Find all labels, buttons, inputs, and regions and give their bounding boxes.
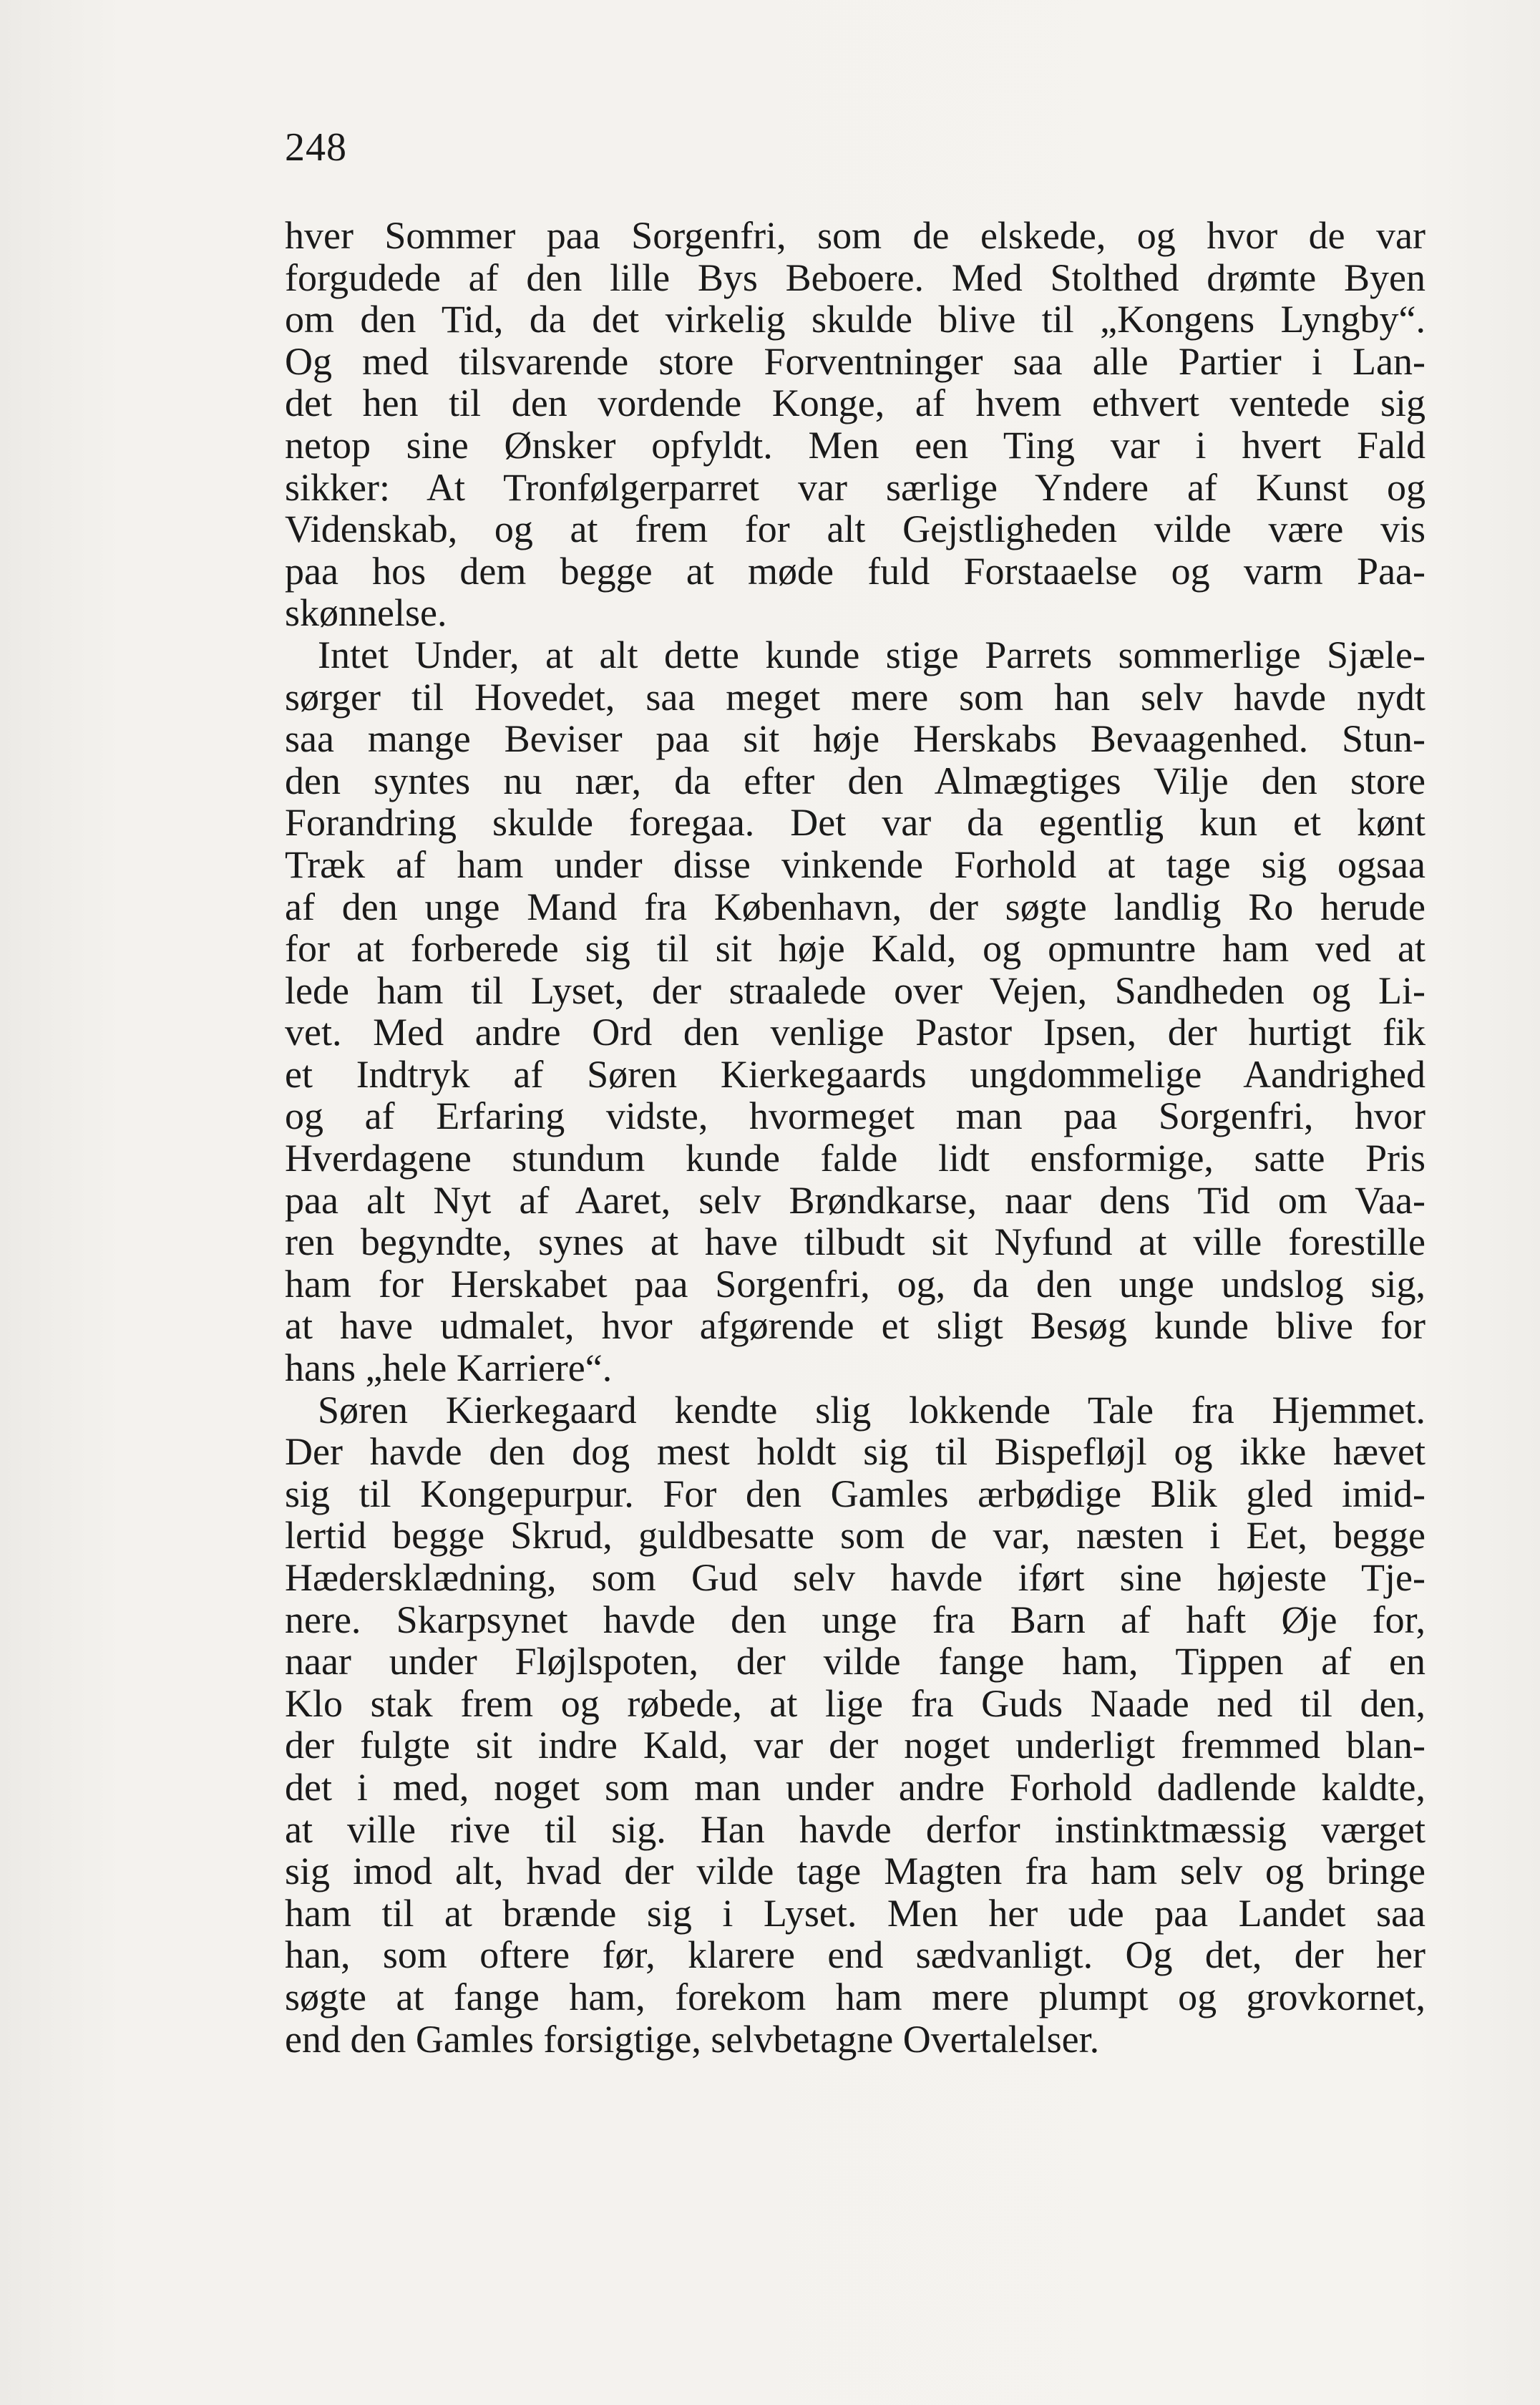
text-line: lede ham til Lyset, der straalede over Vejen, Sandheden og Li- — [285, 968, 1426, 1012]
text-line: vet. Med andre Ord den venlige Pastor Ipsen, der hurtigt fik — [285, 1011, 1426, 1054]
text-line: nere. Skarpsynet havde den unge fra Barn af haft Øje for, — [285, 1598, 1426, 1641]
text-line: paa hos dem begge at møde fuld Forstaaelse og varm Paa- — [285, 549, 1426, 593]
text-line: ham til at brænde sig i Lyset. Men her ude paa Landet saa — [285, 1891, 1426, 1935]
text-line: det i med, noget som man under andre Forhold dadlende kaldte, — [285, 1765, 1426, 1809]
text-line: at have udmalet, hvor afgørende et sligt Besøg kunde blive for — [285, 1304, 1426, 1348]
text-line: naar under Fløjlspoten, der vilde fange ham, Tippen af en — [285, 1640, 1426, 1684]
text-line: skønnelse. — [285, 591, 447, 635]
text-line: sig til Kongepurpur. For den Gamles ærbødige Blik gled imid- — [285, 1472, 1426, 1515]
text-line: Der havde den dog mest holdt sig til Bispefløjl og ikke hævet — [285, 1430, 1426, 1474]
text-line: om den Tid, da det virkelig skulde blive til „Kongens Lyngby“. — [285, 298, 1426, 341]
text-line: søgte at fange ham, forekom ham mere plumpt og grovkornet, — [285, 1975, 1426, 2018]
paragraph-2 — [285, 634, 1426, 1389]
text-line: sig imod alt, hvad der vilde tage Magten fra ham selv og bringe — [285, 1850, 1426, 1893]
text-line: sørger til Hovedet, saa meget mere som han selv havde nydt — [285, 675, 1426, 719]
text-line: paa alt Nyt af Aaret, selv Brøndkarse, naar dens Tid om Vaa- — [285, 1178, 1426, 1222]
text-line: det hen til den vordende Konge, af hvem ethvert ventede sig — [285, 382, 1426, 425]
text-line: sikker: At Tronfølgerparret var særlige Yndere af Kunst og — [285, 465, 1426, 509]
paragraph-3 — [285, 1389, 1426, 2061]
text-line: han, som oftere før, klarere end sædvanligt. Og det, der her — [285, 1933, 1426, 1977]
paragraph-1 — [285, 215, 1426, 634]
text-line: Forandring skulde foregaa. Det var da egentlig kun et kønt — [285, 801, 1426, 845]
text-line: den syntes nu nær, da efter den Almægtiges Vilje den store — [285, 759, 1426, 802]
text-line: hans „hele Karriere“. — [285, 1346, 613, 1390]
text-line: der fulgte sit indre Kald, var der noget underligt fremmed blan- — [285, 1724, 1426, 1767]
text-line: netop sine Ønsker opfyldt. Men een Ting var i hvert Fald — [285, 423, 1426, 467]
text-line: Søren Kierkegaard kendte slig lokkende Tale fra Hjemmet. — [318, 1388, 1426, 1432]
text-line: af den unge Mand fra København, der søgte landlig Ro herude — [285, 885, 1426, 928]
text-line: Hædersklædning, som Gud selv havde iført sine højeste Tje- — [285, 1556, 1426, 1599]
text-line: saa mange Beviser paa sit høje Herskabs Bevaagenhed. Stun- — [285, 717, 1426, 761]
text-line: Og med tilsvarende store Forventninger saa alle Partier i Lan- — [285, 339, 1426, 383]
text-line: end den Gamles forsigtige, selvbetagne Overtalelser. — [285, 2017, 1100, 2061]
text-line: Videnskab, og at frem for alt Gejstligheden vilde være vis — [285, 507, 1426, 551]
text-line: ham for Herskabet paa Sorgenfri, og, da den unge undslog sig, — [285, 1262, 1426, 1306]
text-line: et Indtryk af Søren Kierkegaards ungdommelige Aandrighed — [285, 1052, 1426, 1096]
page-number: 248 — [285, 125, 347, 170]
text-line: Klo stak frem og røbede, at lige fra Guds Naade ned til den, — [285, 1681, 1426, 1725]
text-line: ren begyndte, synes at have tilbudt sit Nyfund at ville forestille — [285, 1220, 1426, 1264]
text-line: og af Erfaring vidste, hvormeget man paa Sorgenfri, hvor — [285, 1094, 1426, 1138]
text-line: Træk af ham under disse vinkende Forhold at tage sig ogsaa — [285, 842, 1426, 886]
text-line: Hverdagene stundum kunde falde lidt ensformige, satte Pris — [285, 1137, 1426, 1180]
text-line: hver Sommer paa Sorgenfri, som de elskede, og hvor de var — [285, 214, 1426, 257]
text-line: lertid begge Skrud, guldbesatte som de var, næsten i Eet, begge — [285, 1514, 1426, 1558]
text-line: at ville rive til sig. Han havde derfor instinktmæssig værget — [285, 1807, 1426, 1851]
text-line: Intet Under, at alt dette kunde stige Parrets sommerlige Sjæle- — [318, 633, 1426, 676]
text-line: forgudede af den lille Bys Beboere. Med Stolthed drømte Byen — [285, 256, 1426, 299]
body-text — [285, 215, 1426, 2060]
text-line: for at forberede sig til sit høje Kald, og opmuntre ham ved at — [285, 927, 1426, 971]
